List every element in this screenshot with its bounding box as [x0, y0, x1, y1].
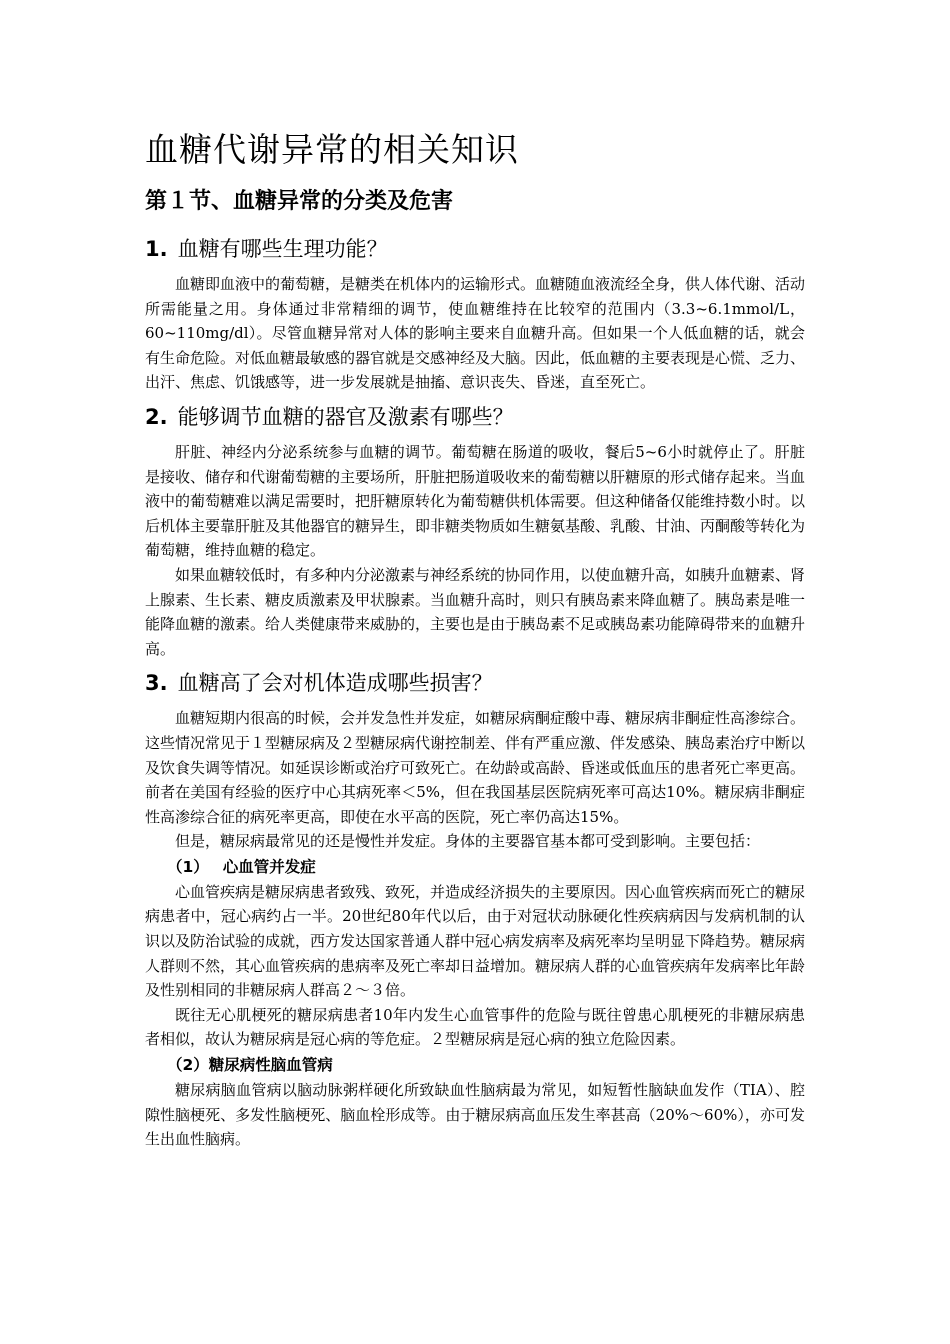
question-3-title: 血糖高了会对机体造成哪些损害？: [177, 671, 493, 696]
subsection-2-label: （2）: [167, 1056, 209, 1075]
subsection-1-label: （1）: [167, 857, 209, 876]
question-2-title: 能够调节血糖的器官及激素有哪些？: [177, 404, 514, 429]
paragraph: 糖尿病脑血管病以脑动脉粥样硬化所致缺血性脑病最为常见，如短暂性脑缺血发作（TIA）、腔隙性脑梗死、多发性脑梗死、脑血栓形成等。由于糖尿病高血压发生率甚高（20%～60%），亦可发生出血性脑病。: [145, 1081, 805, 1149]
paragraph: 如果血糖较低时，有多种内分泌激素与神经系统的协同作用，以使血糖升高，如胰升血糖素、肾上腺素、生长素、糖皮质激素及甲状腺素。当血糖升高时，则只有胰岛素来降血糖了。胰岛素是唯一能降血糖的激素。给人类健康带来威胁的，主要也是由于胰岛素不足或胰岛素功能障碍带来的血糖升高。: [145, 565, 806, 658]
paragraph: 但是，糖尿病最常见的还是慢性并发症。身体的主要器官基本都可受到影响。主要包括：: [175, 832, 761, 851]
subsection-1-title: 心血管并发症: [222, 857, 316, 876]
question-1-title: 血糖有哪些生理功能？: [177, 237, 388, 261]
question-2-body: [145, 440, 805, 661]
document-title: 血糖代谢异常的相关知识: [145, 130, 519, 169]
subsection-2-title: 糖尿病性脑血管病: [208, 1056, 333, 1075]
question-2-heading: [145, 402, 805, 432]
section-title: 第１节、血糖异常的分类及危害: [145, 189, 454, 214]
question-1-body: [145, 272, 805, 395]
paragraph: 血糖短期内很高的时候，会并发急性并发症，如糖尿病酮症酸中毒、糖尿病非酮症性高渗综合。这些情况常见于１型糖尿病及２型糖尿病代谢控制差、伴有严重应激、伴发感染、胰岛素治疗中断以及饮食失调等情况。如延误诊断或治疗可致死亡。在幼龄或高龄、昏迷或低血压的患者死亡率更高。前者在美国有经验的医疗中心其病死率＜5%，但在我国基层医院病死率可高达10%。糖尿病非酮症性高渗综合征的病死率更高，即使在水平高的医院，死亡率仍高达15%。: [145, 709, 806, 826]
paragraph: 心血管疾病是糖尿病患者致残、致死，并造成经济损失的主要原因。因心血管疾病而死亡的糖尿病患者中，冠心病约占一半。20世纪80年代以后，由于对冠状动脉硬化性疾病病因与发病机制的认识以及防治试验的成就，西方发达国家普通人群中冠心病发病率及病死率均呈明显下降趋势。糖尿病人群则不然，其心血管疾病的患病率及死亡率却日益增加。糖尿病人群的心血管疾病年发病率比年龄及性别相同的非糖尿病人群高２～３倍。: [145, 882, 806, 1000]
question-1-number: 1.: [145, 237, 168, 261]
question-1-heading: [145, 234, 805, 264]
question-3-heading: [145, 668, 805, 698]
question-3-number: 3.: [145, 671, 168, 696]
subsection-2-heading: [145, 1052, 805, 1078]
subsection-1-heading: [145, 854, 805, 880]
paragraph: 肝脏、神经内分泌系统参与血糖的调节。葡萄糖在肠道的吸收，餐后5~6小时就停止了。肝脏是接收、储存和代谢葡萄糖的主要场所，肝脏把肠道吸收来的葡萄糖以肝糖原的形式储存起来。当血液中的葡萄糖难以满足需要时，把肝糖原转化为葡萄糖供机体需要。但这种储备仅能维持数小时。以后机体主要靠肝脏及其他器官的糖异生，即非糖类物质如生糖氨基酸、乳酸、甘油、丙酮酸等转化为葡萄糖，维持血糖的稳定。: [145, 442, 806, 560]
paragraph: 血糖即血液中的葡萄糖，是糖类在机体内的运输形式。血糖随血液流经全身，供人体代谢、活动所需能量之用。身体通过非常精细的调节，使血糖维持在比较窄的范围内（3.3~6.1mmol/L，60~110mg/dl）。尽管血糖异常对人体的影响主要来自血糖升高。但如果一个人低血糖的话，就会有生命危险。对低血糖最敏感的器官就是交感神经及大脑。因此，低血糖的主要表现是心慌、乏力、出汗、焦虑、饥饿感等，进一步发展就是抽搐、意识丧失、昏迷，直至死亡。: [145, 275, 806, 392]
paragraph: 既往无心肌梗死的糖尿病患者10年内发生心血管事件的危险与既往曾患心肌梗死的非糖尿病患者相似，故认为糖尿病是冠心病的等危症。２型糖尿病是冠心病的独立危险因素。: [145, 1005, 805, 1049]
question-2-number: 2.: [145, 404, 168, 429]
question-3-body: [145, 706, 805, 1152]
document-content: [145, 128, 805, 1152]
